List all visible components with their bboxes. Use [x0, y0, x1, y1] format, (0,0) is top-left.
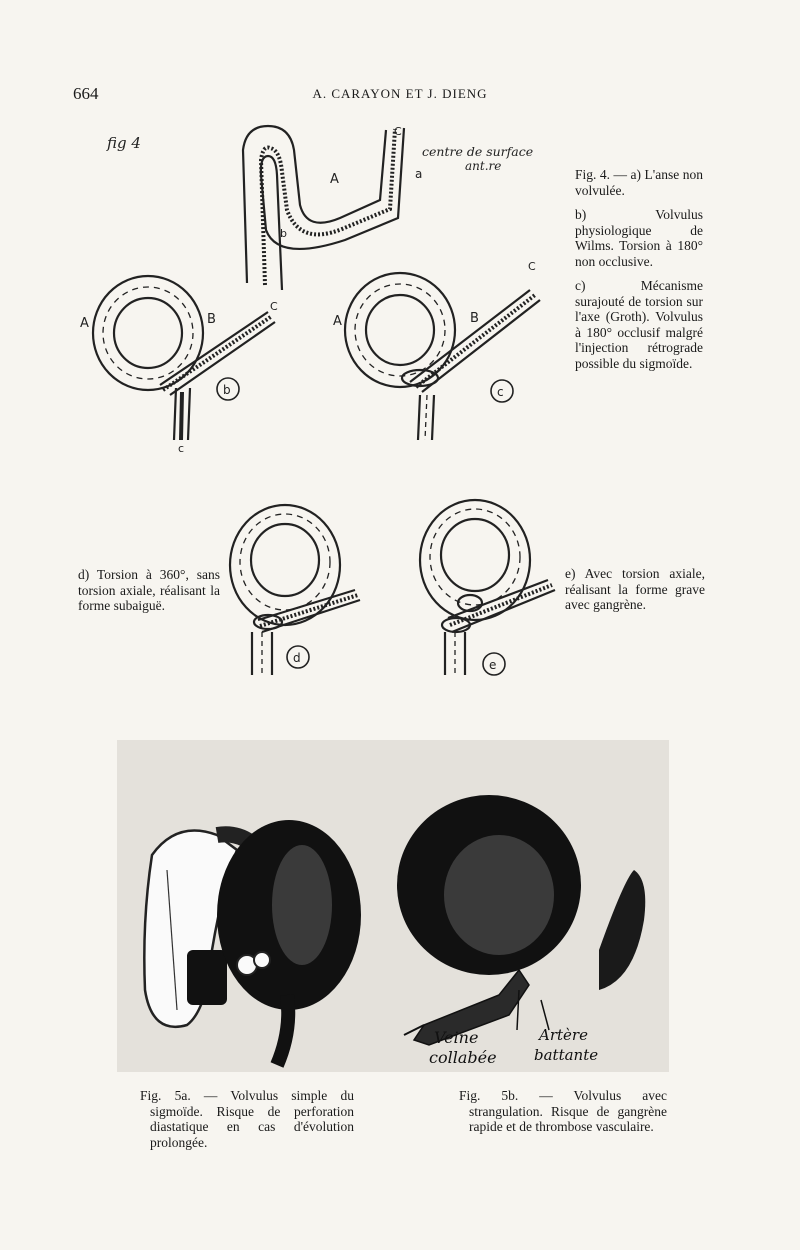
panel-letter-b: b [223, 383, 231, 397]
annotation-artere-line2: battante [534, 1046, 599, 1064]
caption-e: e) Avec torsion axiale, réalisant la forme grave avec gangrène. [565, 566, 705, 612]
label-a-panel-c: A [333, 314, 342, 329]
annotation-veine-line1: Veine [434, 1028, 479, 1047]
panel-e-drawing [420, 500, 555, 675]
label-b-panel-b: B [207, 312, 216, 327]
annotation-artere-line1: Artère [539, 1026, 588, 1044]
label-c-panel-c: C [528, 260, 536, 273]
caption-c: c) Mécanisme surajouté de torsion sur l'axe (Groth). Volvulus à 180° occlusif malgré l'injection rétrograde possible du sigmoïde. [575, 278, 703, 371]
caption-d: d) Torsion à 360°, sans torsion axiale, réalisant la forme subaiguë. [78, 567, 220, 613]
panel-b-drawing [93, 276, 275, 440]
panel-c-drawing [345, 273, 540, 440]
caption-5b: Fig. 5b. — Volvulus avec strangulation. Risque de gangrène rapide et de thrombose vasculaire. [459, 1088, 667, 1134]
figure-5b-illustration [384, 740, 669, 1072]
running-title: A. CARAYON ET J. DIENG [312, 86, 488, 101]
caption-5a: Fig. 5a. — Volvulus simple du sigmoïde. Risque de perforation diastatique en cas d'évolution prolongée. [140, 1088, 354, 1150]
annotation-veine-line2: collabée [429, 1048, 497, 1067]
annotation-surface-line2: ant.re [465, 159, 502, 173]
panel-letter-e: e [489, 658, 497, 672]
label-a-panel-b: A [80, 316, 89, 331]
label-c-panel-a: C [394, 125, 402, 138]
label-b-small-panel-a: b [280, 227, 287, 240]
panel-letter-a: a [415, 167, 423, 181]
panel-d-drawing [230, 505, 360, 675]
panel-a-drawing [243, 126, 404, 290]
label-a-panel-a: A [330, 172, 339, 187]
label-c-top-panel-b: C [270, 300, 278, 313]
panel-letter-d: d [293, 651, 301, 665]
figure-5a-photo [117, 740, 384, 1072]
fig4-handwritten-tag: fig 4 [107, 134, 141, 152]
annotation-surface-line1: centre de surface [422, 144, 534, 159]
panel-letter-c: c [497, 385, 504, 399]
caption-a: Fig. 4. — a) L'anse non volvulée. [575, 167, 703, 198]
figure-5a-illustration [117, 740, 384, 1072]
caption-b: b) Volvulus physiologique de Wilms. Torsion à 180° non occlusive. [575, 207, 703, 269]
figure-4-caption [575, 167, 703, 380]
label-c-bottom-panel-b: c [178, 442, 185, 455]
page-number: 664 [73, 84, 99, 103]
figure-5b-photo [384, 740, 669, 1072]
label-b-panel-c: B [470, 311, 479, 326]
